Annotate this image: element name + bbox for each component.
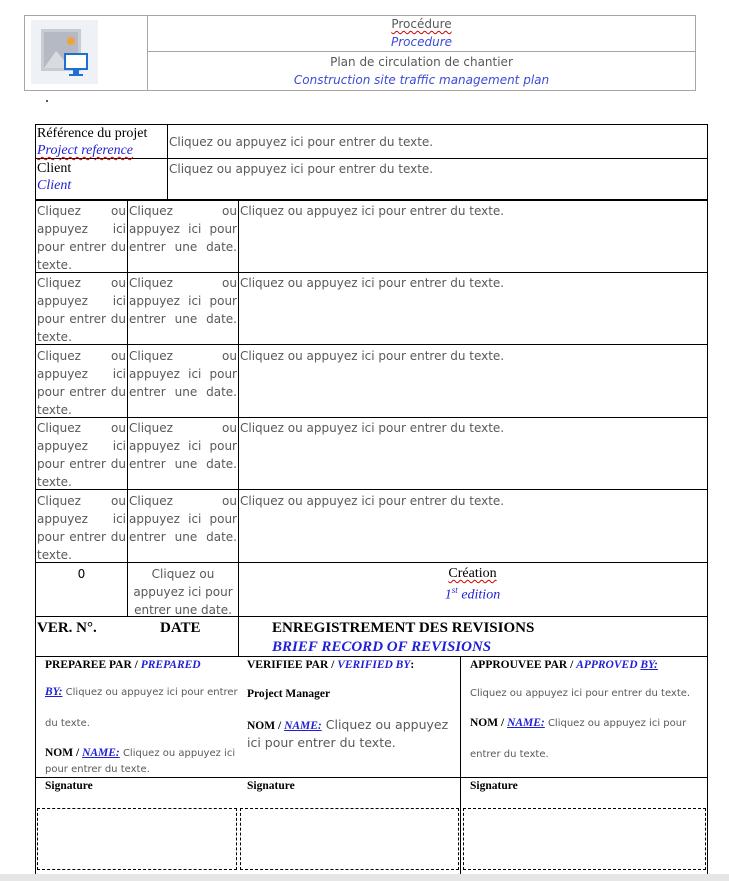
prepared-name-field-cont[interactable]: pour entrer du texte. xyxy=(45,764,150,775)
project-reference-label: Référence du projet xyxy=(37,126,148,141)
header-border-left xyxy=(24,15,25,91)
revision-date-field[interactable]: Cliquez ou appuyez ici pour entrer une date. xyxy=(129,204,237,254)
title-fr: Procédure xyxy=(391,17,452,31)
revision-date-field[interactable]: Cliquez ou appuyez ici pour entrer une date. xyxy=(129,349,237,399)
prepared-name-label: NOM / xyxy=(45,747,83,759)
prepared-by-field[interactable]: Cliquez ou appuyez ici pour entrer xyxy=(65,687,238,698)
revision-version-field[interactable]: Cliquez ou appuyez ici pour entrer du texte. xyxy=(37,494,126,562)
creation-label: Création xyxy=(448,566,497,581)
revision-description-field[interactable]: Cliquez ou appuyez ici pour entrer du texte. xyxy=(240,204,505,218)
verified-name-label-en: NAME: xyxy=(284,720,322,732)
client-label-en: Client xyxy=(37,178,72,193)
creation-date-field[interactable]: Cliquez ou appuyez ici pour entrer une date. xyxy=(133,567,233,617)
approved-by-label: APPROUVEE PAR / APPROVED BY: xyxy=(470,659,658,671)
prepared-signature-box[interactable] xyxy=(37,808,237,870)
vline xyxy=(167,124,168,200)
subtitle-en: Construction site traffic management plan xyxy=(293,73,550,87)
table-border-left xyxy=(35,124,36,874)
vline xyxy=(238,200,239,657)
verified-by-label: VERIFIEE PAR / VERIFIED BY: xyxy=(247,659,415,671)
approved-name-label-en: NAME: xyxy=(507,717,545,729)
revision-description-field[interactable]: Cliquez ou appuyez ici pour entrer du texte. xyxy=(240,494,505,508)
hline xyxy=(35,417,708,418)
hline xyxy=(35,272,708,273)
date-column-header: DATE xyxy=(160,620,201,636)
revision-record-title: ENREGISTREMENT DES REVISIONS xyxy=(272,620,535,636)
prepared-by-label: PREPAREE PAR / PREPARED xyxy=(45,659,201,671)
title-en: Procedure xyxy=(390,35,453,49)
client-field[interactable]: Cliquez ou appuyez ici pour entrer du texte. xyxy=(169,162,434,176)
revision-version-field[interactable]: Cliquez ou appuyez ici pour entrer du texte. xyxy=(37,421,126,489)
revision-date-field[interactable]: Cliquez ou appuyez ici pour entrer une date. xyxy=(129,276,237,326)
subtitle-fr: Plan de circulation de chantier xyxy=(330,55,513,69)
hline xyxy=(35,562,708,563)
prepared-by-label-en2: BY: xyxy=(45,686,63,698)
verifier-role: Project Manager xyxy=(247,688,331,700)
revision-date-field[interactable]: Cliquez ou appuyez ici pour entrer une date. xyxy=(129,421,237,471)
verified-name-field-cont[interactable]: ici pour entrer du texte. xyxy=(247,735,396,750)
approved-signature-box[interactable] xyxy=(463,808,706,870)
window-bottom-edge xyxy=(0,874,729,881)
header-border-top xyxy=(24,15,696,16)
approved-name-field[interactable]: Cliquez ou appuyez ici pour xyxy=(544,718,687,729)
verified-signature-label: Signature xyxy=(247,780,295,792)
version-column-header: VER. N°. xyxy=(37,620,97,636)
revision-version-field[interactable]: Cliquez ou appuyez ici pour entrer du texte. xyxy=(37,349,126,417)
revision-description-field[interactable]: Cliquez ou appuyez ici pour entrer du texte. xyxy=(240,421,505,435)
paragraph-mark xyxy=(46,100,48,102)
approved-name-label: NOM / xyxy=(470,717,508,729)
revision-description-field[interactable]: Cliquez ou appuyez ici pour entrer du texte. xyxy=(240,349,505,363)
prepared-signature-label: Signature xyxy=(45,780,93,792)
image-placeholder-icon[interactable] xyxy=(31,20,98,84)
table-border-right xyxy=(707,124,708,874)
header-border-bottom xyxy=(24,90,696,91)
creation-version: 0 xyxy=(77,567,86,581)
client-label: Client xyxy=(37,161,72,176)
document-header xyxy=(24,15,696,91)
verified-signature-box[interactable] xyxy=(240,808,459,870)
approved-name-field-cont[interactable]: entrer du texte. xyxy=(470,749,549,760)
project-reference-field[interactable]: Cliquez ou appuyez ici pour entrer du texte. xyxy=(169,135,434,149)
creation-label-en: 1st edition xyxy=(444,585,501,603)
revision-record-title-en: BRIEF RECORD OF REVISIONS xyxy=(272,639,492,655)
prepared-name-field[interactable]: Cliquez ou appuyez ici xyxy=(122,748,236,759)
prepared-by-field-cont[interactable]: du texte. xyxy=(45,718,90,729)
hline xyxy=(35,199,708,201)
vline xyxy=(127,200,128,617)
approved-signature-label: Signature xyxy=(470,780,518,792)
project-reference-label-en: Project reference xyxy=(37,143,134,158)
revision-version-field[interactable]: Cliquez ou appuyez ici pour entrer du texte. xyxy=(37,276,126,344)
hline xyxy=(35,489,708,490)
header-divider-horizontal xyxy=(147,51,696,52)
hline xyxy=(35,344,708,345)
prepared-name-label-en: NAME: xyxy=(82,747,120,759)
verified-name-field[interactable]: Cliquez ou appuyez xyxy=(321,717,449,732)
vline xyxy=(460,657,461,874)
revision-description-field[interactable]: Cliquez ou appuyez ici pour entrer du texte. xyxy=(240,276,505,290)
revision-version-field[interactable]: Cliquez ou appuyez ici pour entrer du texte. xyxy=(37,204,126,272)
approved-by-field[interactable]: Cliquez ou appuyez ici pour entrer du texte. xyxy=(470,688,691,699)
verified-name-label: NOM / xyxy=(247,720,285,732)
revision-date-field[interactable]: Cliquez ou appuyez ici pour entrer une date. xyxy=(129,494,237,544)
